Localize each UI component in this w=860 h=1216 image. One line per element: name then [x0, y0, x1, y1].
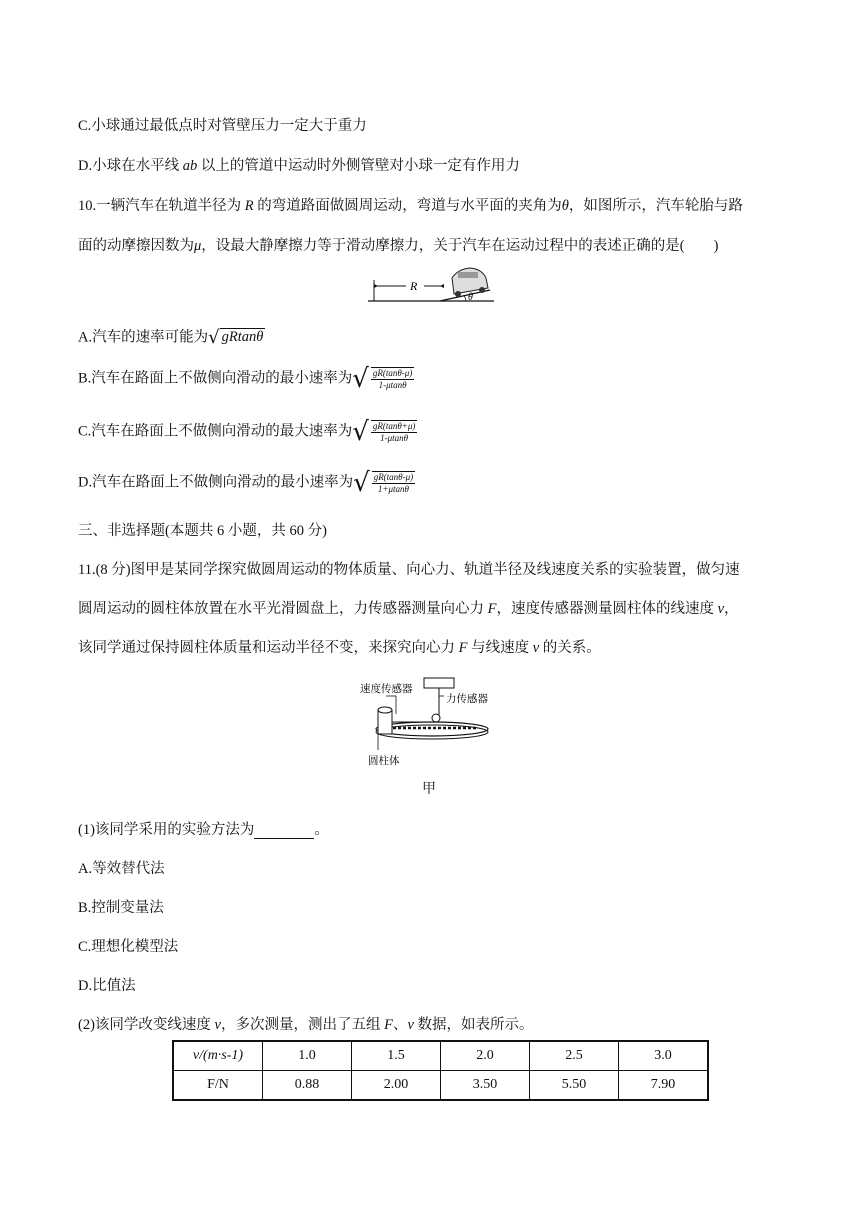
fraction — [371, 367, 414, 391]
section-3-heading: 三、非选择题(本题共 6 小题，共 60 分) — [78, 523, 327, 539]
text: 圆周运动的圆柱体放置在水平光滑圆盘上，力传感器测量向心力 — [78, 601, 488, 617]
table-cell: 1.5 — [352, 1041, 441, 1071]
table-cell: 3.0 — [619, 1041, 709, 1071]
sqrt-icon: √ — [353, 468, 370, 498]
text: 。 — [314, 822, 329, 838]
text: D.汽车在路面上不做侧向滑动的最小速率为 — [78, 474, 354, 491]
text: 10.一辆汽车在轨道半径为 — [78, 198, 245, 214]
option-d-prev — [78, 154, 520, 175]
label-R: R — [410, 279, 418, 293]
text: 与线速度 — [467, 640, 533, 656]
sqrt-icon: √ — [352, 364, 369, 394]
fraction — [372, 471, 415, 495]
table-cell: 1.0 — [263, 1041, 352, 1071]
label-force-sensor: 力传感器 — [446, 693, 488, 705]
table-header-cell: v/(m·s-1) — [173, 1041, 263, 1071]
text: 该同学通过保持圆柱体质量和运动半径不变，来探究向心力 — [78, 640, 459, 656]
table-row — [173, 1071, 708, 1101]
table-cell: 2.00 — [352, 1071, 441, 1101]
option-d — [78, 470, 415, 496]
math-v: v — [407, 1017, 414, 1033]
table-header-cell: F/N — [173, 1071, 263, 1101]
option-b — [78, 366, 414, 392]
curve-road-figure — [366, 266, 496, 306]
text: ，设最大静摩擦力等于滑动摩擦力，关于汽车在运动过程中的表述正确的是( ) — [201, 238, 719, 254]
numerator: gR(tanθ-μ) — [372, 368, 413, 378]
math-ab: ab — [182, 158, 198, 174]
math-F: F — [384, 1017, 393, 1033]
option-c — [78, 419, 417, 445]
text: 的弯道路面做圆周运动，弯道与水平面的夹角为 — [253, 198, 562, 214]
math-mu: μ — [194, 238, 202, 254]
data-table — [172, 1040, 709, 1101]
question-10-line2 — [78, 234, 718, 255]
denominator: 1+μtanθ — [377, 484, 409, 494]
text: A.汽车的速率可能为 — [78, 329, 209, 346]
question-11-line2 — [78, 597, 739, 618]
numerator: gR(tanθ-μ) — [373, 472, 414, 482]
question-11-line3 — [78, 636, 601, 657]
option-c-prev: C.小球通过最低点时对管壁压力一定大于重力 — [78, 118, 367, 134]
numerator: gR(tanθ+μ) — [372, 421, 416, 431]
text: C.汽车在路面上不做侧向滑动的最大速率为 — [78, 423, 353, 440]
math-v: v — [214, 1017, 221, 1033]
table-cell: 2.5 — [530, 1041, 619, 1071]
part-1-question — [78, 818, 329, 839]
label-theta: θ — [468, 292, 473, 303]
sqrt-icon: √ — [208, 327, 220, 348]
answer-blank[interactable] — [254, 824, 314, 839]
table-row — [173, 1041, 708, 1071]
denominator: 1-μtanθ — [378, 380, 407, 390]
text: B.汽车在路面上不做侧向滑动的最小速率为 — [78, 370, 353, 387]
text: ，如图所示，汽车轮胎与路 — [568, 198, 743, 214]
question-11-line1: 11.(8 分)图甲是某同学探究做圆周运动的物体质量、向心力、轨道半径及线速度关系的实验装置，做匀速 — [78, 562, 740, 578]
text: ，速度传感器测量圆柱体的线速度 — [496, 601, 718, 617]
experiment-apparatus-figure — [356, 674, 496, 770]
part-1-option-d: D.比值法 — [78, 978, 136, 994]
denominator: 1-μtanθ — [380, 433, 409, 443]
table-cell: 5.50 — [530, 1071, 619, 1101]
sqrt-icon: √ — [352, 417, 369, 447]
text: 以上的管道中运动时外侧管壁对小球一定有作用力 — [197, 158, 520, 174]
part-2-question — [78, 1013, 534, 1034]
text: D.小球在水平线 — [78, 158, 183, 174]
text: ， — [724, 601, 739, 617]
fraction — [371, 420, 418, 444]
math-R: R — [244, 198, 254, 214]
text: (1)该同学采用的实验方法为 — [78, 822, 255, 838]
table-cell: 3.50 — [441, 1071, 530, 1101]
math-theta: θ — [561, 198, 569, 214]
text: (2)该同学改变线速度 — [78, 1017, 215, 1033]
math-F: F — [487, 601, 497, 617]
math-F: F — [458, 640, 468, 656]
text: 的关系。 — [539, 640, 601, 656]
math-v: v — [717, 601, 725, 617]
label-speed-sensor: 速度传感器 — [360, 683, 413, 695]
text: 、 — [392, 1017, 408, 1033]
table-cell: 2.0 — [441, 1041, 530, 1071]
math-v: v — [532, 640, 540, 656]
option-a — [78, 325, 265, 351]
part-1-option-c: C.理想化模型法 — [78, 939, 179, 955]
table-cell: 7.90 — [619, 1071, 709, 1101]
part-1-option-b: B.控制变量法 — [78, 900, 164, 916]
question-10-line1 — [78, 194, 743, 215]
text: 面的动摩擦因数为 — [78, 238, 194, 254]
expr: gRtanθ — [221, 329, 264, 346]
part-1-option-a: A.等效替代法 — [78, 861, 165, 877]
table-cell: 0.88 — [263, 1071, 352, 1101]
text: 数据，如表所示。 — [413, 1017, 534, 1033]
label-cylinder: 圆柱体 — [368, 755, 400, 767]
text: ，多次测量，测出了五组 — [220, 1017, 385, 1033]
figure-caption: 甲 — [422, 782, 436, 797]
